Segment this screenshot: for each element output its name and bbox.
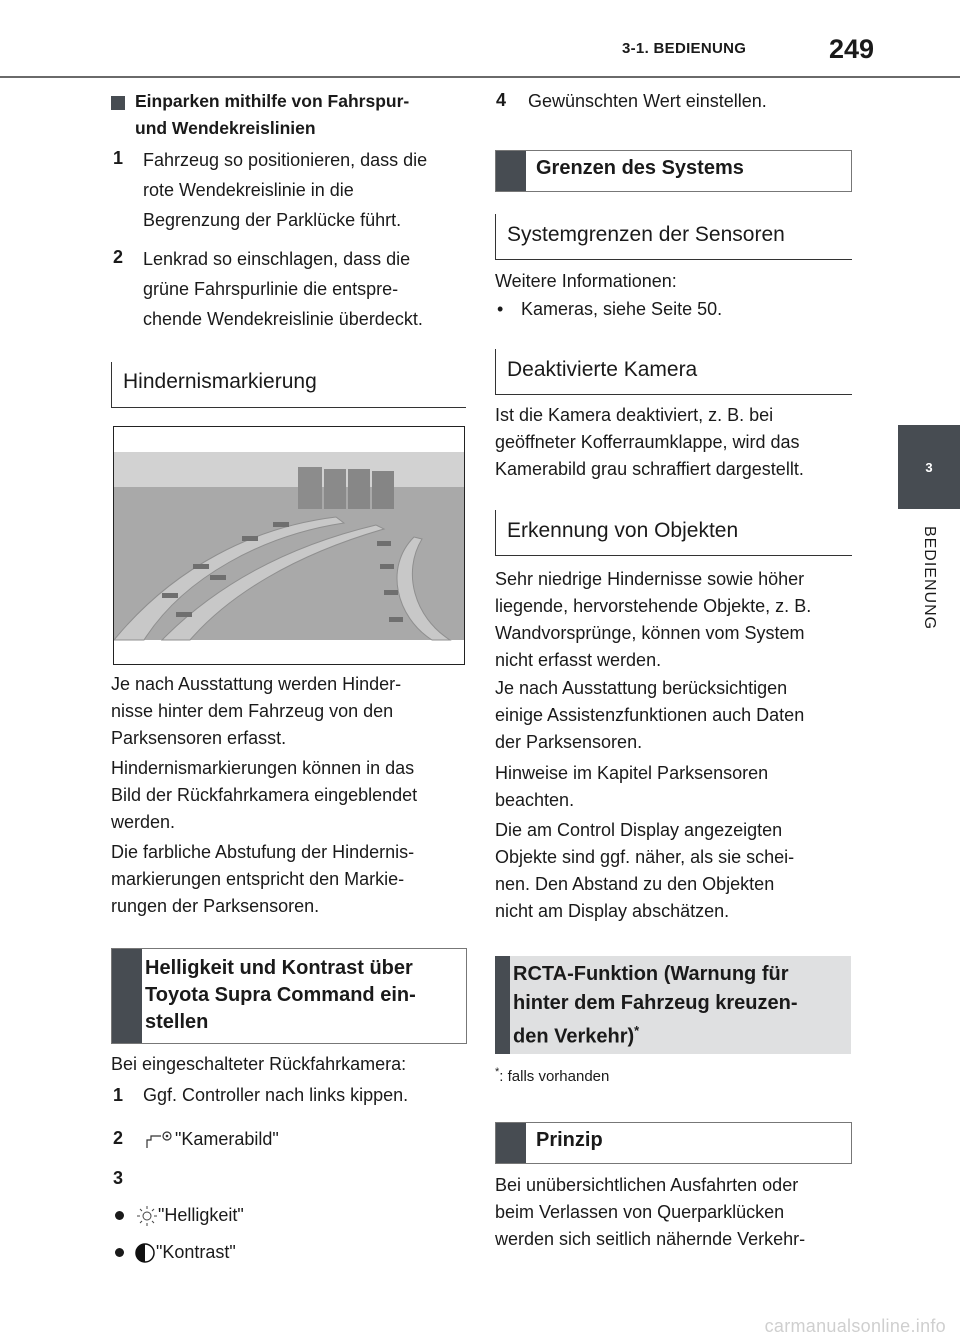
step-number: 2 bbox=[113, 1128, 124, 1148]
paragraph: Die farbliche Abstufung der Hindernis- markierungen entspricht den Markie- rungen der Parksensoren. bbox=[111, 842, 415, 916]
rear-camera-illustration bbox=[113, 426, 465, 665]
header-rule bbox=[0, 76, 960, 78]
distance-dash bbox=[193, 564, 209, 569]
bullet-dot-icon bbox=[115, 1211, 124, 1220]
distance-dash bbox=[162, 593, 178, 598]
distance-dash bbox=[377, 541, 391, 546]
paragraph: Bei unübersichtlichen Ausfahrten oder beim Verlassen von Querparklücken werden sich seitlich nähernde Verkehr- bbox=[495, 1175, 806, 1249]
watermark: carmanualsonline.info bbox=[764, 1316, 946, 1336]
subheading-line1: Einparken mithilfe von Fahrspur- bbox=[135, 91, 410, 111]
bullet-square-icon bbox=[111, 96, 125, 110]
option-kontrast: "Kontrast" bbox=[134, 1239, 236, 1266]
distance-dash bbox=[389, 617, 403, 622]
chapter-tab: 3 bbox=[898, 425, 960, 509]
bullet-icon: • bbox=[497, 299, 504, 319]
option-helligkeit: "Helligkeit" bbox=[136, 1202, 244, 1229]
paragraph: Sehr niedrige Hindernisse sowie höher liegende, hervorstehende Objekte, z. B. Wandvorsprünge, können vom System nicht erfasst werden. bbox=[495, 569, 812, 670]
camera-view-graphic bbox=[114, 427, 464, 664]
distance-dash bbox=[210, 575, 226, 580]
camera-horizon bbox=[114, 452, 464, 487]
footnote: *: falls vorhanden bbox=[495, 1066, 610, 1085]
subheading-line2: und Wendekreislinien bbox=[135, 118, 316, 138]
obstacle-marker bbox=[372, 471, 394, 509]
header-section: 3-1. BEDIENUNG bbox=[622, 40, 747, 57]
step-text: Fahrzeug so positionieren, dass die rote Wendekreislinie in die Begrenzung der Parklücke führt. bbox=[143, 150, 428, 230]
distance-dash bbox=[242, 536, 258, 541]
paragraph: Hinweise im Kapitel Parksensoren beachten. bbox=[495, 763, 769, 810]
section-title-systemgrenzen: Systemgrenzen der Sensoren bbox=[495, 214, 852, 260]
info-label: Weitere Informationen: bbox=[495, 271, 677, 291]
step-number: 4 bbox=[496, 90, 507, 110]
distance-dash bbox=[384, 590, 398, 595]
paragraph: Die am Control Display angezeigten Objekte sind ggf. näher, als sie schei- nen. Den Abstand zu den Objekten nicht am Display abschätzen. bbox=[495, 820, 795, 921]
step-text: Ggf. Controller nach links kippen. bbox=[143, 1085, 409, 1105]
step-number: 1 bbox=[113, 148, 124, 168]
section-title-hindernismarkierung: Hindernismarkierung bbox=[111, 362, 466, 408]
paragraph: Ist die Kamera deaktiviert, z. B. bei geöffneter Kofferraumklappe, wird das Kamerabild grau schraffiert dargestellt. bbox=[495, 405, 804, 479]
section-box-helligkeit: Helligkeit und Kontrast über Toyota Supra Command ein- stellen bbox=[111, 948, 467, 1044]
step-number: 1 bbox=[113, 1085, 124, 1105]
distance-dash bbox=[176, 612, 192, 617]
section-box-prinzip: Prinzip bbox=[495, 1122, 852, 1164]
section-title-deaktivierte-kamera: Deaktivierte Kamera bbox=[495, 349, 852, 395]
paragraph: Je nach Ausstattung werden Hinder- nisse hinter dem Fahrzeug von den Parksensoren erfasst. bbox=[111, 674, 402, 748]
contrast-icon bbox=[134, 1242, 156, 1264]
brightness-icon bbox=[136, 1205, 158, 1227]
kameras-link: Kameras, siehe Seite 50. bbox=[521, 299, 723, 319]
section-title-erkennung: Erkennung von Objekten bbox=[495, 510, 852, 556]
section-box-grenzen: Grenzen des Systems bbox=[495, 150, 852, 192]
step-text: "Kamerabild" bbox=[143, 1126, 279, 1153]
distance-dash bbox=[273, 522, 289, 527]
step-number: 3 bbox=[113, 1168, 124, 1188]
obstacle-marker bbox=[348, 469, 370, 509]
step-number: 2 bbox=[113, 247, 124, 267]
step-text: Lenkrad so einschlagen, dass die grüne Fahrspurlinie die entspre- chende Wendekreislinie überdeckt. bbox=[143, 249, 423, 329]
section-box-rcta: RCTA-Funktion (Warnung für hinter dem Fahrzeug kreuzen- den Verkehr)* bbox=[495, 956, 851, 1054]
page-number: 249 bbox=[829, 34, 875, 64]
intro-text: Bei eingeschalteter Rückfahrkamera: bbox=[111, 1054, 407, 1074]
obstacle-marker bbox=[298, 467, 322, 509]
paragraph: Hindernismarkierungen können in das Bild der Rückfahrkamera eingeblendet werden. bbox=[111, 758, 418, 832]
distance-dash bbox=[380, 564, 394, 569]
chapter-tab-label: BEDIENUNG bbox=[921, 525, 938, 631]
step-text: Gewünschten Wert einstellen. bbox=[528, 91, 767, 111]
paragraph: Je nach Ausstattung berücksichtigen einige Assistenzfunktionen auch Daten der Parksensoren. bbox=[495, 678, 805, 752]
camera-settings-icon bbox=[143, 1128, 175, 1152]
obstacle-marker bbox=[324, 469, 346, 509]
bullet-dot-icon bbox=[115, 1248, 124, 1257]
